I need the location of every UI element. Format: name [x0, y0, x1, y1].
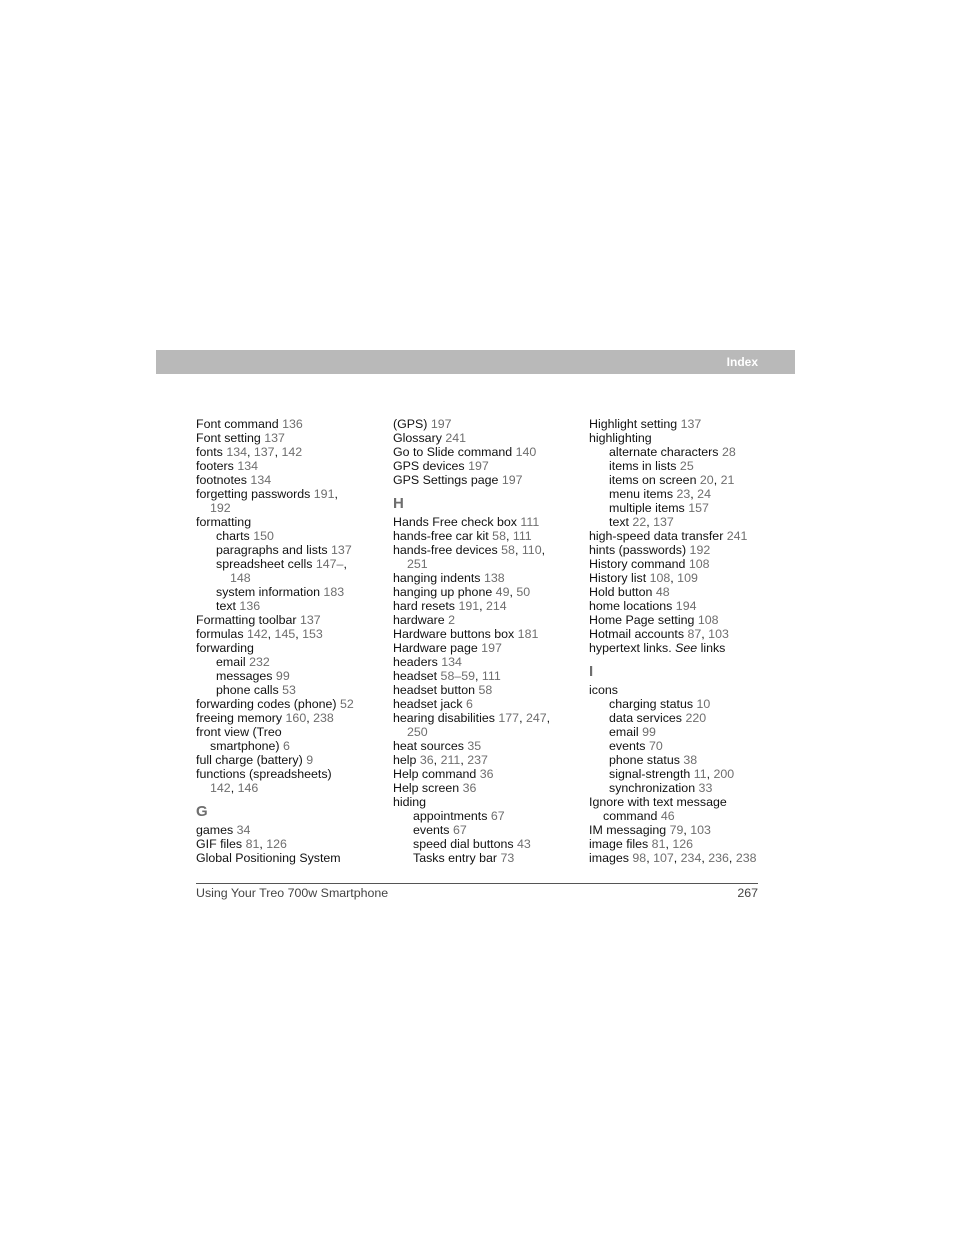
index-entry: hands-free devices 58, 110, 251	[393, 543, 575, 571]
index-entry: hanging up phone 49, 50	[393, 585, 531, 599]
index-entry	[393, 445, 575, 459]
index-entry	[393, 767, 575, 781]
entry-term: home locations	[589, 599, 676, 613]
index-entry	[196, 851, 378, 865]
footer-rule	[196, 883, 758, 884]
index-entry: headset 58–59, 111	[393, 669, 501, 683]
index-entry	[589, 641, 771, 655]
entry-term: forwarding codes (phone)	[196, 697, 340, 711]
entry-term: phone calls	[216, 683, 283, 697]
page-reference-link[interactable]: 109	[677, 571, 698, 585]
entry-term: icons	[589, 683, 618, 697]
index-subentry	[589, 459, 771, 473]
entry-term: speed dial buttons	[413, 837, 518, 851]
index-entry: hard resets 191, 214	[393, 599, 507, 613]
index-subentry	[589, 501, 771, 515]
entry-term: hardware	[393, 613, 449, 627]
page-reference-link[interactable]: 191	[313, 487, 335, 501]
page-reference-link[interactable]: 148	[230, 571, 251, 585]
page-reference-link[interactable]: 35	[467, 739, 482, 753]
index-subentry	[196, 543, 378, 557]
entry-term: highlighting	[589, 431, 652, 445]
index-entry	[589, 795, 771, 823]
page-reference-link[interactable]: 98	[632, 851, 647, 865]
index-entry	[393, 431, 575, 445]
entry-term: events	[413, 823, 453, 837]
page-reference-link[interactable]: 214	[486, 599, 507, 613]
entry-term: Home Page setting	[589, 613, 698, 627]
entry-term: games	[196, 823, 237, 837]
entry-term: appointments	[413, 809, 491, 823]
index-entry	[196, 753, 378, 767]
page-reference-link[interactable]: 145	[274, 627, 296, 641]
entry-term: Hardware page	[393, 641, 482, 655]
page-reference-link[interactable]: 111	[512, 529, 532, 543]
footer-page-number: 267	[737, 886, 758, 900]
entry-term: Hands Free check box	[393, 515, 521, 529]
index-entry	[196, 725, 378, 753]
entry-term: messages	[216, 669, 276, 683]
page-reference-link[interactable]: 197	[481, 641, 502, 655]
index-entry	[196, 473, 378, 487]
index-entry: GIF files 81, 126	[196, 837, 287, 851]
page-reference-link[interactable]: 157	[688, 501, 709, 515]
entry-term: menu items	[609, 487, 677, 501]
entry-term: alternate characters	[609, 445, 722, 459]
entry-term: images	[589, 851, 633, 865]
entry-term: Glossary	[393, 431, 446, 445]
page-reference-link[interactable]: 79	[669, 823, 684, 837]
page-reference-link[interactable]: 52	[339, 697, 354, 711]
see-reference: See	[675, 641, 698, 655]
entry-term: multiple items	[609, 501, 689, 515]
page-reference-link[interactable]: 25	[679, 459, 694, 473]
index-entry	[589, 543, 771, 557]
index-subentry	[196, 683, 378, 697]
page-reference-link[interactable]: 58–59	[440, 669, 476, 683]
page-reference-link[interactable]: 192	[210, 501, 231, 515]
index-subentry	[589, 697, 771, 711]
entry-term: Help screen	[393, 781, 463, 795]
index-entry	[589, 613, 771, 627]
entry-term: email	[216, 655, 250, 669]
page-reference-link[interactable]: 108	[688, 557, 710, 571]
page-reference-link[interactable]: 136	[239, 599, 261, 613]
page-reference-link[interactable]: 137	[653, 515, 674, 529]
entry-term: Font command	[196, 417, 283, 431]
entry-term: Hotmail accounts	[589, 627, 688, 641]
entry-term: data services	[609, 711, 686, 725]
entry-term: forgetting passwords	[196, 487, 314, 501]
index-entry	[393, 781, 575, 795]
entry-term: Hardware buttons box	[393, 627, 518, 641]
entry-term: paragraphs and lists	[216, 543, 332, 557]
index-subentry	[589, 753, 771, 767]
entry-term: hiding	[393, 795, 427, 809]
index-subentry	[589, 725, 771, 739]
entry-term: hypertext links.	[589, 641, 676, 655]
index-subentry	[589, 739, 771, 753]
page-reference-link[interactable]: 136	[282, 417, 303, 431]
page-reference-link[interactable]: 67	[490, 809, 505, 823]
page-reference-link[interactable]: 138	[483, 571, 505, 585]
entry-term: GPS Settings page	[393, 473, 502, 487]
entry-term: hanging indents	[393, 571, 484, 585]
index-subentry	[393, 809, 575, 823]
page-reference-link[interactable]: 107	[653, 851, 674, 865]
page-reference-link[interactable]: 36	[462, 781, 477, 795]
index-section-letter: G	[196, 803, 208, 820]
page-reference-link[interactable]: 87	[687, 627, 702, 641]
entry-term: fonts	[196, 445, 227, 459]
page-reference-link[interactable]: 6	[283, 739, 290, 753]
entry-term: Global Positioning System	[196, 851, 341, 865]
entry-term: signal-strength	[609, 767, 694, 781]
index-entry: fonts 134, 137, 142	[196, 445, 303, 459]
index-entry	[196, 459, 378, 473]
page-reference-link[interactable]: 73	[500, 851, 515, 865]
entry-term: Highlight setting	[589, 417, 681, 431]
index-entry: hearing disabilities 177, 247, 250	[393, 711, 575, 739]
entry-term: GPS devices	[393, 459, 469, 473]
entry-term: hands-free car kit	[393, 529, 493, 543]
entry-term-continued: smartphone)	[210, 739, 284, 753]
page-reference-link[interactable]: 137	[253, 445, 275, 459]
entry-term: GIF files	[196, 837, 246, 851]
page-reference-link[interactable]: 238	[313, 711, 334, 725]
entry-term: email	[609, 725, 643, 739]
page-reference-link[interactable]: 142	[210, 781, 231, 795]
page-reference-link[interactable]: 48	[655, 585, 670, 599]
page-reference-link[interactable]: 23	[676, 487, 691, 501]
entry-term: hearing disabilities	[393, 711, 499, 725]
index-entry: help 36, 211, 237	[393, 753, 488, 767]
index-entry	[196, 417, 378, 431]
index-subentry: spreadsheet cells 147–, 148	[196, 557, 378, 585]
index-entry: freeing memory 160, 238	[196, 711, 334, 725]
page-reference-link[interactable]: 220	[685, 711, 707, 725]
index-subentry	[589, 781, 771, 795]
index-entry	[589, 683, 771, 697]
page-reference-link[interactable]: 58	[492, 529, 506, 543]
page-reference-link[interactable]: 43	[517, 837, 531, 851]
page-reference-link[interactable]: 103	[690, 823, 711, 837]
entry-continuation	[210, 501, 378, 515]
page-reference-link[interactable]: 160	[285, 711, 307, 725]
entry-term: hanging up phone	[393, 585, 496, 599]
page-reference-link[interactable]: 140	[515, 445, 537, 459]
entry-continuation: 142, 146	[210, 781, 259, 795]
page-reference-link[interactable]: 191	[458, 599, 480, 613]
index-entry: image files 81, 126	[589, 837, 694, 851]
index-entry	[196, 431, 378, 445]
index-subentry	[393, 851, 575, 865]
page-reference-link[interactable]: 58	[478, 683, 493, 697]
entry-continuation	[407, 725, 575, 739]
index-subentry: items on screen 20, 21	[609, 473, 735, 487]
entry-term: hands-free devices	[393, 543, 502, 557]
entry-term: Font setting	[196, 431, 265, 445]
index-entry	[196, 613, 378, 627]
entry-term: phone status	[609, 753, 684, 767]
entry-continuation	[230, 571, 378, 585]
index-entry	[589, 529, 771, 543]
page-reference-link[interactable]: 81	[245, 837, 260, 851]
index-entry	[393, 683, 575, 697]
page-reference-link[interactable]: 134	[226, 445, 247, 459]
page-reference-link[interactable]: 110	[521, 543, 542, 557]
index-entry	[196, 641, 378, 655]
page-reference-link[interactable]: 103	[708, 627, 729, 641]
page-reference-link[interactable]: 111	[520, 515, 540, 529]
index-entry	[393, 739, 575, 753]
page-reference-link[interactable]: 247	[525, 711, 547, 725]
entry-term: footers	[196, 459, 238, 473]
index-column-1	[196, 417, 378, 865]
index-subentry	[196, 529, 378, 543]
entry-term: items on screen	[609, 473, 700, 487]
page-reference-link[interactable]: 22	[632, 515, 647, 529]
page-reference-link[interactable]: 177	[498, 711, 520, 725]
index-entry	[589, 585, 771, 599]
index-entry	[393, 571, 575, 585]
page-reference-link[interactable]: 236	[708, 851, 729, 865]
index-entry	[393, 641, 575, 655]
entry-term: charts	[216, 529, 254, 543]
index-entry	[196, 767, 378, 795]
index-entry: History list 108, 109	[589, 571, 698, 585]
page-reference-link[interactable]: 234	[680, 851, 702, 865]
index-entry	[393, 613, 575, 627]
page-reference-link[interactable]: 6	[466, 697, 473, 711]
entry-term: events	[609, 739, 649, 753]
index-entry	[393, 459, 575, 473]
entry-term: help	[393, 753, 420, 767]
page-reference-link[interactable]: 126	[266, 837, 287, 851]
running-header-bar	[156, 350, 795, 374]
index-entry	[196, 697, 378, 711]
page-reference-link[interactable]: 34	[236, 823, 251, 837]
index-entry: hands-free car kit 58, 111	[393, 529, 532, 543]
page-reference-link[interactable]: 21	[720, 473, 735, 487]
entry-term: footnotes	[196, 473, 251, 487]
index-column-3	[589, 417, 771, 865]
entry-term: formulas	[196, 627, 247, 641]
index-entry	[393, 627, 575, 641]
page-reference-link[interactable]: 99	[275, 669, 290, 683]
page-reference-link[interactable]: 137	[300, 613, 321, 627]
page-reference-link[interactable]: 11	[693, 767, 707, 781]
entry-term: freeing memory	[196, 711, 286, 725]
entry-term: (GPS)	[393, 417, 431, 431]
entry-term: formatting	[196, 515, 252, 529]
page-reference-link[interactable]: 134	[250, 473, 272, 487]
page-reference-link[interactable]: 197	[501, 473, 523, 487]
index-subentry: text 22, 137	[609, 515, 674, 529]
entry-term: text	[216, 599, 240, 613]
page-reference-link[interactable]: 108	[649, 571, 671, 585]
index-subentry	[196, 655, 378, 669]
page-reference-link[interactable]: 250	[407, 725, 428, 739]
page-reference-link[interactable]: 99	[642, 725, 656, 739]
index-entry	[589, 557, 771, 571]
entry-term: History list	[589, 571, 650, 585]
entry-term: spreadsheet cells	[216, 557, 316, 571]
entry-term: image files	[589, 837, 652, 851]
page-reference-link[interactable]: 211	[440, 753, 461, 767]
page-reference-link[interactable]: 137	[331, 543, 352, 557]
page-reference-link[interactable]: 237	[467, 753, 488, 767]
page-reference-link[interactable]: 33	[698, 781, 713, 795]
page-reference-link[interactable]: 142	[281, 445, 303, 459]
entry-continuation	[407, 557, 575, 571]
page-reference-link[interactable]: 50	[516, 585, 531, 599]
page-reference-link[interactable]: 200	[713, 767, 735, 781]
page-reference-link[interactable]: 238	[735, 851, 757, 865]
page-reference-link[interactable]: 36	[479, 767, 494, 781]
page-reference-link[interactable]: 232	[249, 655, 270, 669]
page-reference-link[interactable]: 181	[517, 627, 539, 641]
entry-term: system information	[216, 585, 324, 599]
entry-term: Tasks entry bar	[413, 851, 501, 865]
index-entry	[589, 431, 771, 445]
index-entry: Hotmail accounts 87, 103	[589, 627, 729, 641]
page-reference-link[interactable]: 197	[468, 459, 489, 473]
entry-term: charging status	[609, 697, 697, 711]
index-entry	[196, 823, 378, 837]
entry-term: front view (Treo	[196, 725, 282, 739]
index-subentry: menu items 23, 24	[609, 487, 711, 501]
index-entry	[393, 697, 575, 711]
index-entry: IM messaging 79, 103	[589, 823, 711, 837]
index-subentry	[393, 837, 575, 851]
index-entry	[589, 599, 771, 613]
page-reference-link[interactable]: 58	[501, 543, 515, 557]
index-entry: forgetting passwords 191, 192	[196, 487, 378, 515]
entry-continuation	[210, 739, 378, 753]
entry-term: Help command	[393, 767, 480, 781]
page-reference-link[interactable]: 81	[651, 837, 666, 851]
entry-term: high-speed data transfer	[589, 529, 727, 543]
page-reference-link[interactable]: 134	[237, 459, 259, 473]
page-reference-link[interactable]: 67	[452, 823, 467, 837]
index-section-letter: I	[589, 663, 594, 680]
index-subentry	[393, 823, 575, 837]
page-reference-link[interactable]: 150	[253, 529, 274, 543]
page-reference-link[interactable]: 2	[448, 613, 456, 627]
index-subentry	[196, 585, 378, 599]
index-subentry	[196, 669, 378, 683]
entry-term: headers	[393, 655, 442, 669]
entry-term: text	[609, 515, 633, 529]
page-reference-link[interactable]: 46	[660, 809, 675, 823]
page-reference-link[interactable]: 70	[648, 739, 663, 753]
entry-term: full charge (battery)	[196, 753, 307, 767]
entry-term: Hold button	[589, 585, 656, 599]
page-reference-link[interactable]: 183	[323, 585, 345, 599]
footer-book-title: Using Your Treo 700w Smartphone	[196, 886, 389, 900]
page-reference-link[interactable]: 36	[419, 753, 434, 767]
index-entry	[393, 795, 575, 809]
entry-term-continued: command	[603, 809, 661, 823]
page-reference-link[interactable]: 38	[683, 753, 698, 767]
page-reference-link[interactable]: 192	[689, 543, 711, 557]
page-reference-link[interactable]: 111	[481, 669, 501, 683]
index-entry	[393, 655, 575, 669]
index-entry	[393, 515, 575, 529]
entry-term: headset	[393, 669, 441, 683]
entry-term: History command	[589, 557, 689, 571]
page-reference-link[interactable]: 194	[675, 599, 697, 613]
index-subentry: signal-strength 11, 200	[609, 767, 735, 781]
entry-term: items in lists	[609, 459, 680, 473]
entry-term: headset button	[393, 683, 479, 697]
index-entry	[196, 515, 378, 529]
index-entry	[393, 417, 575, 431]
page-reference-link[interactable]: 10	[696, 697, 711, 711]
index-subentry	[196, 599, 378, 613]
index-entry: formulas 142, 145, 153	[196, 627, 323, 641]
index-subentry	[589, 445, 771, 459]
entry-term: Go to Slide command	[393, 445, 516, 459]
see-target: links	[697, 641, 726, 655]
page-reference-link[interactable]: 49	[495, 585, 510, 599]
index-entry: images 98, 107, 234, 236, 238	[589, 851, 757, 865]
running-header-title: Index	[726, 355, 758, 369]
entry-term: hard resets	[393, 599, 459, 613]
entry-term: forwarding	[196, 641, 254, 655]
entry-term: headset jack	[393, 697, 467, 711]
entry-term: Formatting toolbar	[196, 613, 300, 627]
page-reference-link[interactable]: 142	[246, 627, 268, 641]
page-reference-link[interactable]: 251	[407, 557, 428, 571]
page-reference-link[interactable]: 20	[699, 473, 714, 487]
page-reference-link[interactable]: 53	[282, 683, 296, 697]
index-section-letter: H	[393, 495, 404, 512]
entry-continuation	[603, 809, 771, 823]
page-reference-link[interactable]: 9	[306, 753, 314, 767]
index-entry	[589, 417, 771, 431]
entry-term: functions (spreadsheets)	[196, 767, 332, 781]
index-column-2	[393, 417, 575, 865]
page-reference-link[interactable]: 108	[697, 613, 719, 627]
index-subentry	[589, 711, 771, 725]
page-reference-link[interactable]: 241	[726, 529, 748, 543]
index-entry	[393, 473, 575, 487]
page-reference-link[interactable]: 137	[680, 417, 702, 431]
page-reference-link[interactable]: 28	[721, 445, 736, 459]
entry-term: synchronization	[609, 781, 699, 795]
page-reference-link[interactable]: 147–	[315, 557, 344, 571]
page-reference-link[interactable]: 197	[430, 417, 452, 431]
entry-term: hints (passwords)	[589, 543, 690, 557]
page-reference-link[interactable]: 126	[672, 837, 694, 851]
entry-term: IM messaging	[589, 823, 670, 837]
entry-term: heat sources	[393, 739, 468, 753]
page-reference-link[interactable]: 241	[445, 431, 467, 445]
page-reference-link[interactable]: 134	[441, 655, 462, 669]
page-reference-link[interactable]: 24	[697, 487, 711, 501]
page-reference-link[interactable]: 137	[264, 431, 285, 445]
entry-term: Ignore with text message	[589, 795, 727, 809]
page-reference-link[interactable]: 153	[302, 627, 323, 641]
page-reference-link[interactable]: 146	[237, 781, 259, 795]
